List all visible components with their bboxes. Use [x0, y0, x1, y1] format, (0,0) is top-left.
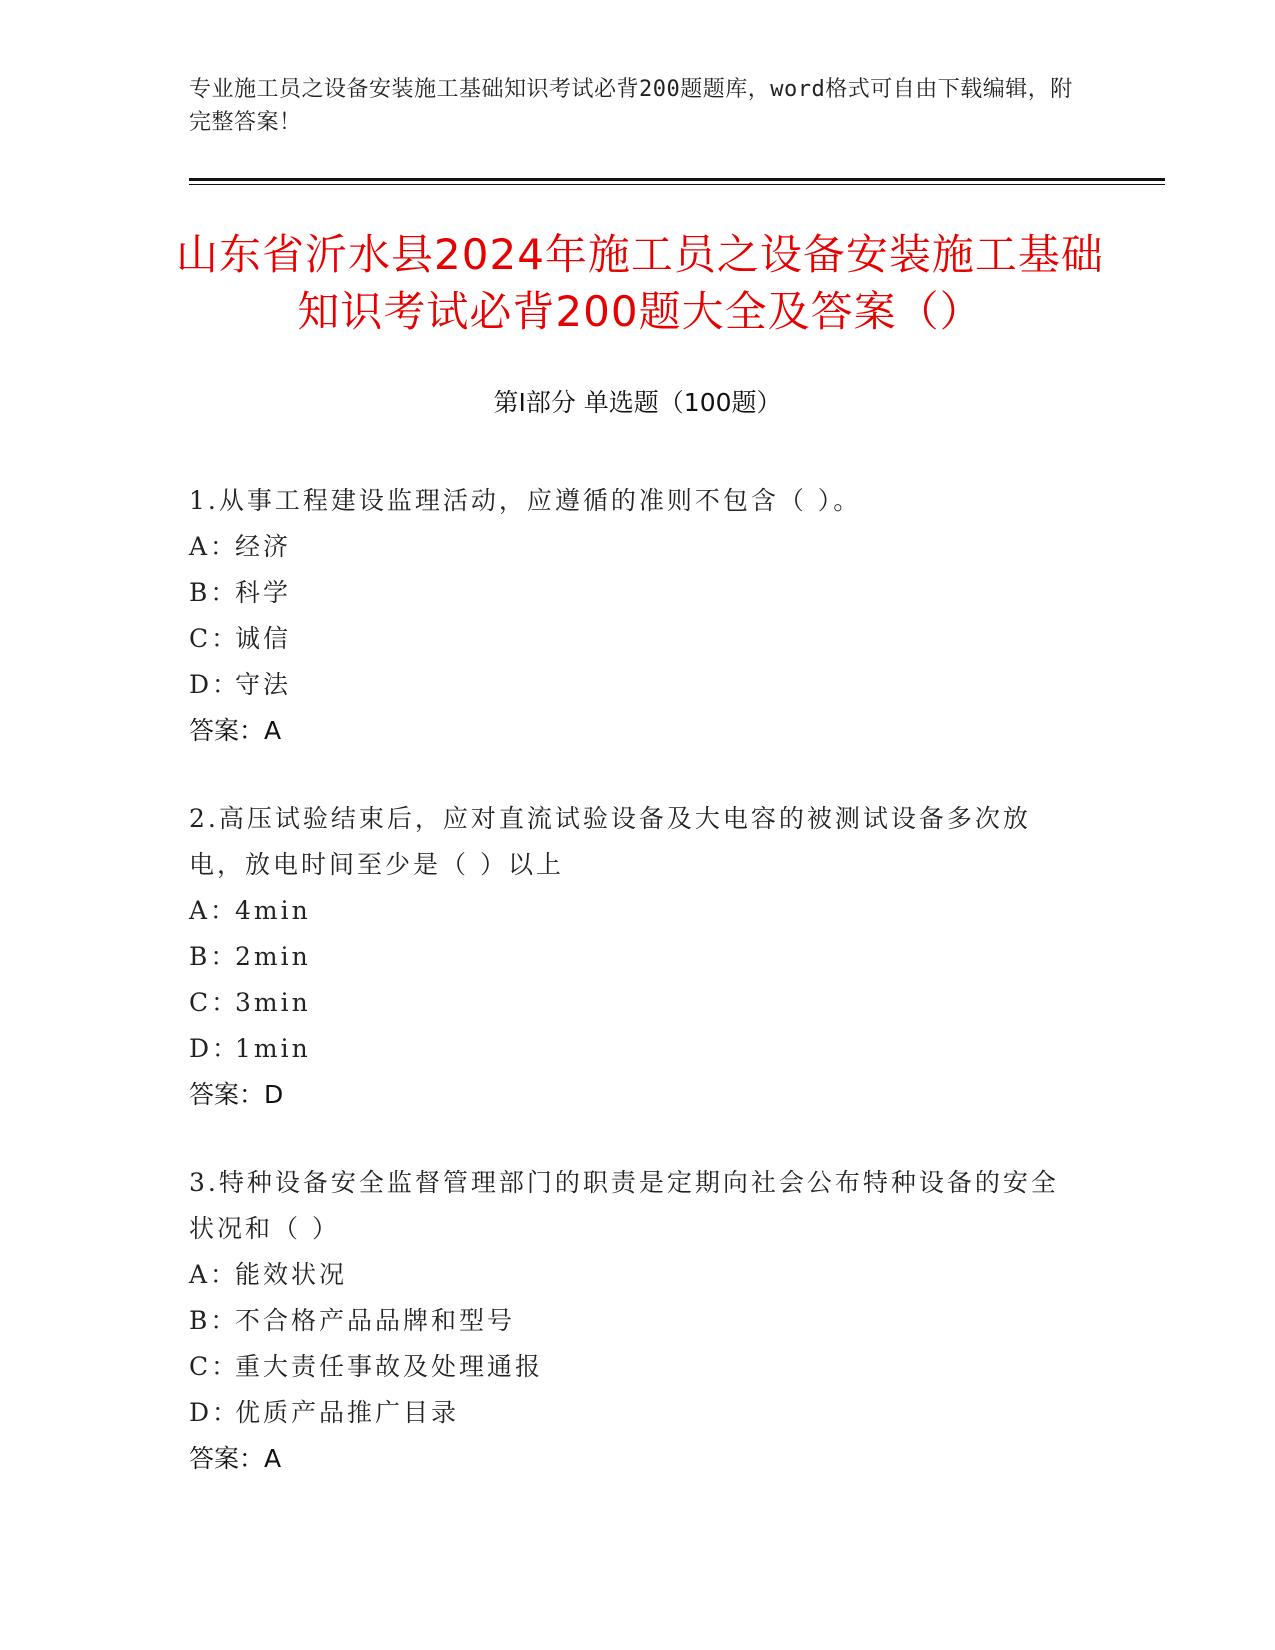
option-text: 3min	[235, 988, 311, 1017]
option-c	[189, 1344, 1069, 1390]
option-a	[189, 524, 1069, 570]
header-rule-thin	[189, 184, 1165, 185]
option-letter: A：	[189, 532, 239, 561]
option-b	[189, 934, 1069, 980]
question-stem: 3.特种设备安全监督管理部门的职责是定期向社会公布特种设备的安全状况和（ ）	[189, 1168, 1059, 1243]
answer-line: 答案：A	[189, 716, 282, 745]
option-a	[189, 888, 1069, 934]
question-1	[189, 478, 1069, 754]
option-b	[189, 570, 1069, 616]
answer-line: 答案：D	[189, 1080, 284, 1109]
option-text: 4min	[235, 896, 311, 925]
option-text: 科学	[235, 578, 292, 607]
option-letter: B：	[189, 578, 239, 607]
document-title: 山东省沂水县2024年施工员之设备安装施工基础知识考试必背200题大全及答案（）	[176, 230, 1104, 336]
option-letter: C：	[189, 1352, 240, 1381]
answer-line: 答案：A	[189, 1444, 282, 1473]
question-stem: 1.从事工程建设监理活动，应遵循的准则不包含（ ）。	[189, 486, 862, 515]
option-d	[189, 1026, 1069, 1072]
question-list	[189, 478, 1069, 1524]
option-text: 2min	[235, 942, 311, 971]
option-letter: A：	[189, 1260, 239, 1289]
option-d	[189, 662, 1069, 708]
option-text: 优质产品推广目录	[235, 1398, 460, 1427]
option-c	[189, 980, 1069, 1026]
header-rule-thick	[189, 178, 1165, 181]
question-stem: 2.高压试验结束后，应对直流试验设备及大电容的被测试设备多次放电，放电时间至少是（ ）以上	[189, 804, 1031, 879]
option-c	[189, 616, 1069, 662]
option-text: 能效状况	[235, 1260, 348, 1289]
option-letter: D：	[189, 1398, 241, 1427]
option-a	[189, 1252, 1069, 1298]
option-text: 重大责任事故及处理通报	[235, 1352, 544, 1381]
option-text: 1min	[235, 1034, 311, 1063]
option-letter: A：	[189, 896, 239, 925]
section-heading: 第Ⅰ部分 单选题（100题）	[493, 388, 782, 417]
header-note: 专业施工员之设备安装施工基础知识考试必背200题题库，word格式可自由下载编辑，附完整答案！	[189, 77, 1073, 135]
option-text: 诚信	[235, 624, 292, 653]
option-letter: B：	[189, 942, 239, 971]
option-b	[189, 1298, 1069, 1344]
option-text: 守法	[235, 670, 292, 699]
option-letter: D：	[189, 1034, 241, 1063]
option-d	[189, 1390, 1069, 1436]
option-text: 经济	[235, 532, 292, 561]
option-letter: C：	[189, 624, 240, 653]
question-3	[189, 1160, 1069, 1482]
question-2	[189, 796, 1069, 1118]
option-letter: C：	[189, 988, 240, 1017]
option-letter: B：	[189, 1306, 239, 1335]
option-text: 不合格产品品牌和型号	[235, 1306, 516, 1335]
option-letter: D：	[189, 670, 241, 699]
